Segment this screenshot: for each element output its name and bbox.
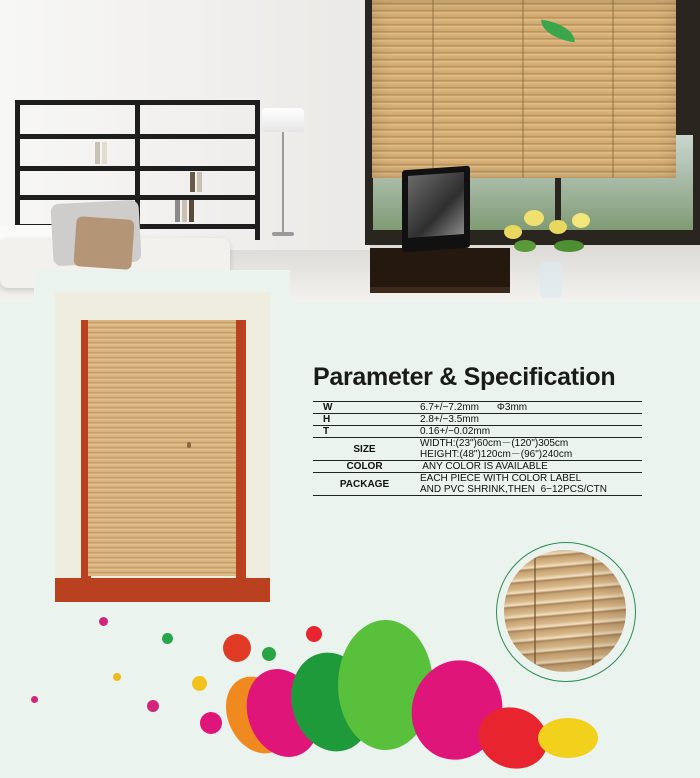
spec-value: AND PVC SHRINK,THEN 6−12PCS/CTN (420, 484, 607, 495)
floor-lamp (262, 108, 304, 132)
decor-dot (192, 676, 207, 691)
decor-dot (31, 696, 38, 703)
spec-row-t (313, 426, 642, 438)
spec-value: EACH PIECE WITH COLOR LABEL (420, 473, 582, 484)
spec-value: 2.8+/−3.5mm (420, 414, 479, 425)
decor-dot (162, 633, 173, 644)
spec-row-package (313, 473, 642, 496)
spec-value: WIDTH:(23")60cm－(120")305cm (420, 438, 569, 449)
tv-stand (370, 248, 510, 293)
slat-detail-image (504, 550, 626, 672)
spec-label: SIZE (353, 443, 376, 455)
decor-dot (262, 647, 276, 661)
decor-petal (538, 718, 598, 758)
spec-row-w (313, 402, 642, 414)
room-hero-image (0, 0, 700, 302)
spec-label: W (323, 402, 333, 413)
spec-table (313, 401, 642, 496)
spec-value: HEIGHT:(48")120cm－(96")240cm (420, 449, 573, 460)
spec-row-size (313, 438, 642, 461)
spec-title: Parameter & Specification (313, 363, 616, 391)
roller-blind (88, 320, 236, 576)
spec-label: COLOR (346, 461, 383, 472)
decor-dot (223, 634, 251, 662)
tv (402, 166, 470, 253)
pull-cord (187, 442, 191, 448)
flower-vase (494, 205, 604, 270)
spec-value: 6.7+/−7.2mm (420, 402, 479, 413)
spec-value: ANY COLOR IS AVAILABLE (420, 461, 548, 472)
decor-dot (99, 617, 108, 626)
spec-label: PACKAGE (339, 478, 390, 490)
spec-row-h (313, 414, 642, 426)
decor-dot (113, 673, 121, 681)
roller-blind-photo (372, 0, 676, 178)
spec-value: 0.16+/−0.02mm (420, 426, 491, 437)
decor-dot (306, 626, 322, 642)
product-image (55, 292, 270, 602)
decor-dot (200, 712, 222, 734)
spec-label: T (323, 426, 330, 437)
spec-value: Φ3mm (496, 402, 528, 413)
decor-dot (147, 700, 159, 712)
spec-row-color (313, 461, 642, 473)
spec-label: H (323, 414, 331, 425)
